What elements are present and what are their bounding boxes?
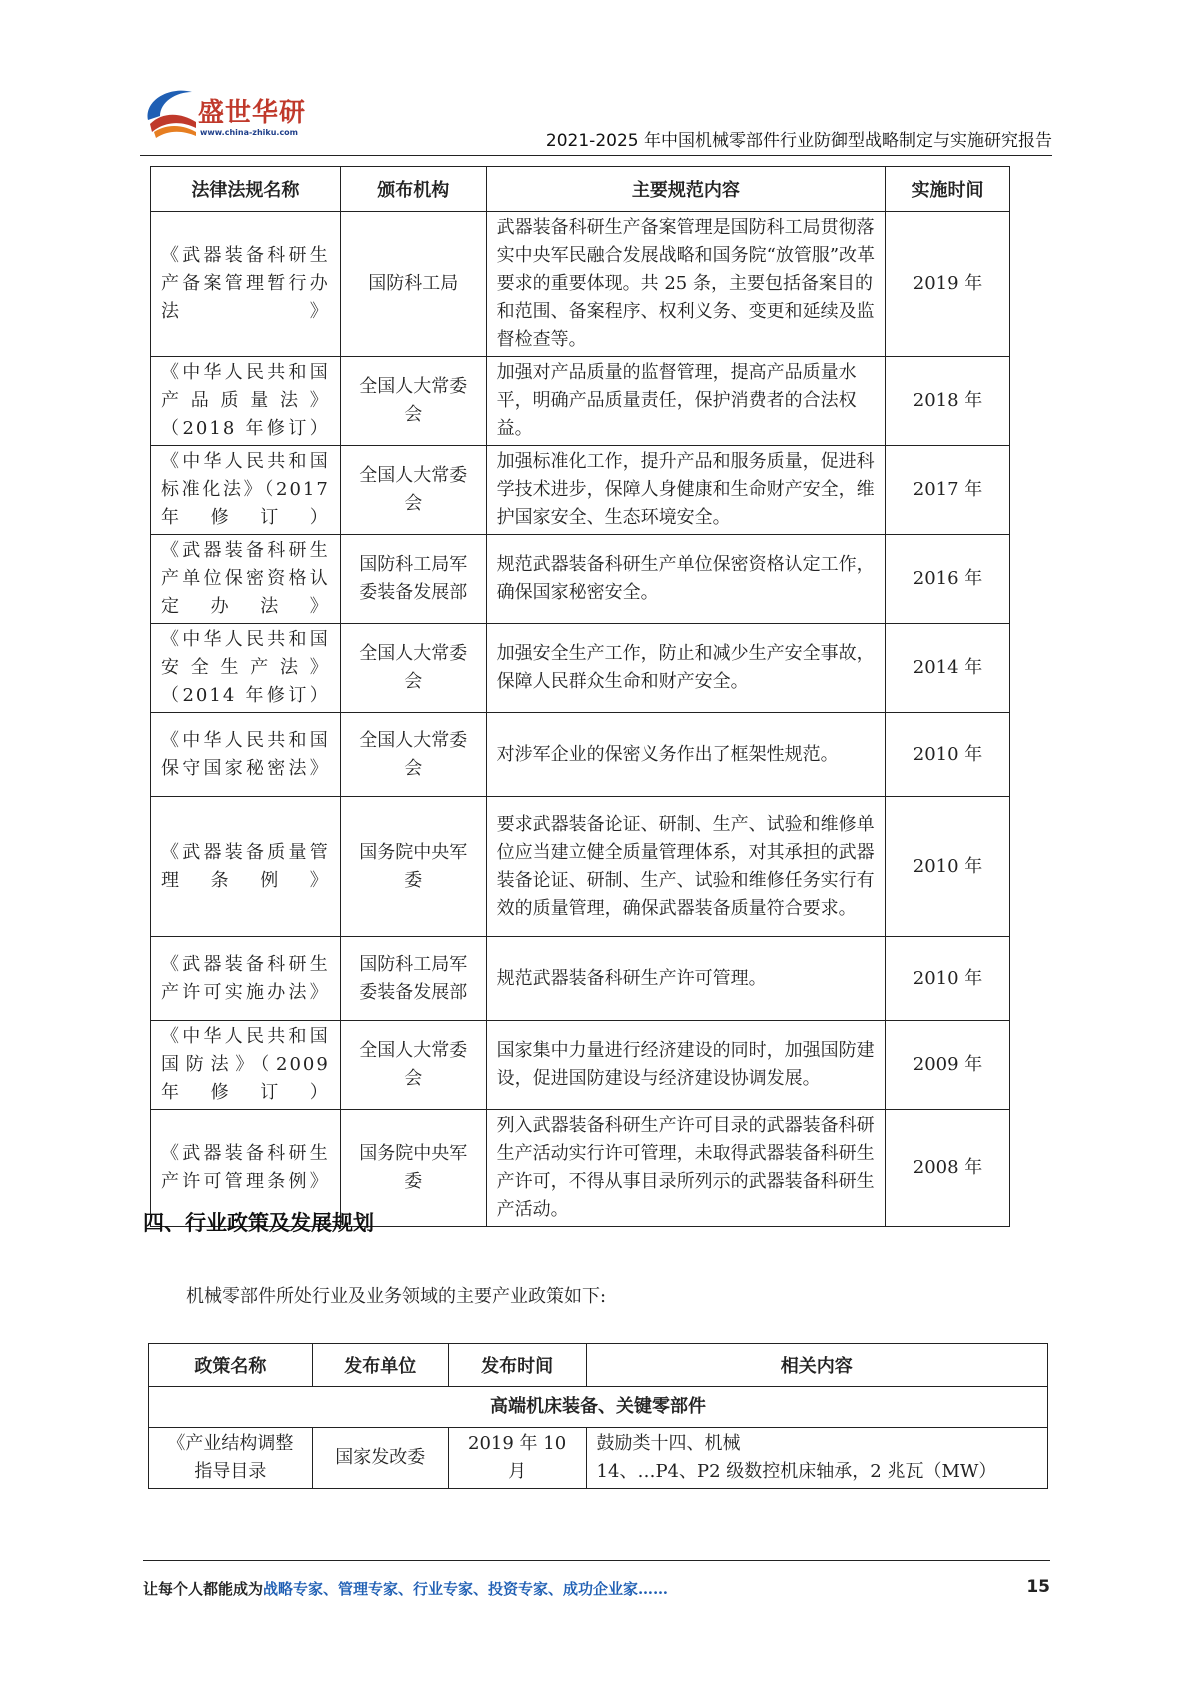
table-row — [151, 713, 1010, 797]
content-cell: 加强标准化工作，提升产品和服务质量，促进科学技术进步，保障人身健康和生命财产安全，维护国家安全、生态环境安全。 — [486, 446, 885, 535]
industry-policy-table — [148, 1343, 1048, 1489]
issuing-body-cell: 国务院中央军委 — [340, 1110, 486, 1227]
law-name-cell: 《武器装备科研生产许可管理条例》 — [151, 1110, 341, 1227]
group-row — [149, 1387, 1048, 1428]
issuing-body-cell: 国防科工局 — [340, 212, 486, 357]
content-cell: 列入武器装备科研生产许可目录的武器装备科研生产活动实行许可管理，未取得武器装备科研生产许可，不得从事目录所列示的武器装备科研生产活动。 — [486, 1110, 885, 1227]
brand-name: 盛世华研 — [198, 98, 307, 128]
table-row — [151, 446, 1010, 535]
law-name-cell: 《中华人民共和国标准化法》（2017 年修订） — [151, 446, 341, 535]
issuing-body-cell: 全国人大常委会 — [340, 446, 486, 535]
law-name-cell: 《武器装备科研生产许可实施办法》 — [151, 937, 341, 1021]
table-row — [149, 1428, 1048, 1489]
effective-date-cell: 2009 年 — [886, 1021, 1010, 1110]
issuing-body-cell: 国务院中央军委 — [340, 797, 486, 937]
table-row — [151, 624, 1010, 713]
report-title: 2021-2025 年中国机械零部件行业防御型战略制定与实施研究报告 — [545, 131, 1052, 151]
law-name-cell: 《中华人民共和国国防法》（2009 年修订） — [151, 1021, 341, 1110]
effective-date-cell: 2018 年 — [886, 357, 1010, 446]
related-content-cell — [586, 1428, 1047, 1489]
issuing-body-cell: 国防科工局军委装备发展部 — [340, 535, 486, 624]
footer-divider — [143, 1560, 1050, 1561]
issuing-body-cell: 国防科工局军委装备发展部 — [340, 937, 486, 1021]
section-heading: 四、行业政策及发展规划 — [143, 1211, 374, 1235]
table-header-row — [149, 1344, 1048, 1387]
law-name-cell: 《武器装备科研生产单位保密资格认定办法》 — [151, 535, 341, 624]
table-header-row — [151, 167, 1010, 212]
related-content-line: 鼓励类十四、机械 — [596, 1433, 741, 1454]
publish-date-cell: 2019 年 10 月 — [448, 1428, 586, 1489]
table-row — [151, 212, 1010, 357]
table-row — [151, 937, 1010, 1021]
law-name-cell: 《中华人民共和国安全生产法》（2014 年修订） — [151, 624, 341, 713]
group-label: 高端机床装备、关键零部件 — [149, 1387, 1048, 1428]
column-header: 颁布机构 — [340, 167, 486, 212]
effective-date-cell: 2017 年 — [886, 446, 1010, 535]
column-header: 主要规范内容 — [486, 167, 885, 212]
content-cell: 规范武器装备科研生产许可管理。 — [486, 937, 885, 1021]
column-header: 政策名称 — [149, 1344, 313, 1387]
issuing-body-cell: 全国人大常委会 — [340, 713, 486, 797]
content-cell: 加强对产品质量的监督管理，提高产品质量水平，明确产品质量责任，保护消费者的合法权益。 — [486, 357, 885, 446]
content-cell: 规范武器装备科研生产单位保密资格认定工作，确保国家秘密安全。 — [486, 535, 885, 624]
law-name-cell: 《中华人民共和国产品质量法》（2018 年修订） — [151, 357, 341, 446]
policy-name-cell: 《产业结构调整指导目录 — [149, 1428, 313, 1489]
column-header: 发布单位 — [312, 1344, 448, 1387]
footer-slogan — [143, 1578, 668, 1599]
effective-date-cell: 2010 年 — [886, 713, 1010, 797]
related-content-line: 14、…P4、P2 级数控机床轴承，2 兆瓦（MW） — [596, 1461, 997, 1482]
content-cell: 武器装备科研生产备案管理是国防科工局贯彻落实中央军民融合发展战略和国务院“放管服”改革要求的重要体现。共 25 条，主要包括备案目的和范围、备案程序、权利义务、变更和延续及监督检查等。 — [486, 212, 885, 357]
slogan-prefix: 让每个人都能成为 — [143, 1580, 264, 1598]
content-cell: 对涉军企业的保密义务作出了框架性规范。 — [486, 713, 885, 797]
effective-date-cell: 2019 年 — [886, 212, 1010, 357]
table-row — [151, 1021, 1010, 1110]
table-row — [151, 797, 1010, 937]
table-row — [151, 357, 1010, 446]
content-cell: 加强安全生产工作，防止和减少生产安全事故，保障人民群众生命和财产安全。 — [486, 624, 885, 713]
brand-url: www.china-zhiku.com — [200, 128, 299, 137]
law-name-cell: 《中华人民共和国保守国家秘密法》 — [151, 713, 341, 797]
page-number: 15 — [1026, 1577, 1050, 1597]
intro-paragraph: 机械零部件所处行业及业务领域的主要产业政策如下: — [186, 1286, 607, 1307]
effective-date-cell: 2010 年 — [886, 937, 1010, 1021]
issuing-body-cell: 全国人大常委会 — [340, 624, 486, 713]
column-header: 相关内容 — [586, 1344, 1047, 1387]
effective-date-cell: 2016 年 — [886, 535, 1010, 624]
publisher-cell: 国家发改委 — [312, 1428, 448, 1489]
content-cell: 国家集中力量进行经济建设的同时，加强国防建设，促进国防建设与经济建设协调发展。 — [486, 1021, 885, 1110]
slogan-highlight: 战略专家、管理专家、行业专家、投资专家、成功企业家…… — [263, 1580, 669, 1598]
column-header: 发布时间 — [448, 1344, 586, 1387]
header-divider — [140, 155, 1052, 156]
issuing-body-cell: 全国人大常委会 — [340, 357, 486, 446]
content-cell: 要求武器装备论证、研制、生产、试验和维修单位应当建立健全质量管理体系，对其承担的武器装备论证、研制、生产、试验和维修任务实行有效的质量管理，确保武器装备质量符合要求。 — [486, 797, 885, 937]
laws-regulations-table — [150, 166, 1010, 1227]
law-name-cell: 《武器装备科研生产备案管理暂行办法》 — [151, 212, 341, 357]
column-header: 法律法规名称 — [151, 167, 341, 212]
effective-date-cell: 2008 年 — [886, 1110, 1010, 1227]
table-row — [151, 535, 1010, 624]
effective-date-cell: 2014 年 — [886, 624, 1010, 713]
law-name-cell: 《武器装备质量管理条例》 — [151, 797, 341, 937]
issuing-body-cell: 全国人大常委会 — [340, 1021, 486, 1110]
column-header: 实施时间 — [886, 167, 1010, 212]
effective-date-cell: 2010 年 — [886, 797, 1010, 937]
